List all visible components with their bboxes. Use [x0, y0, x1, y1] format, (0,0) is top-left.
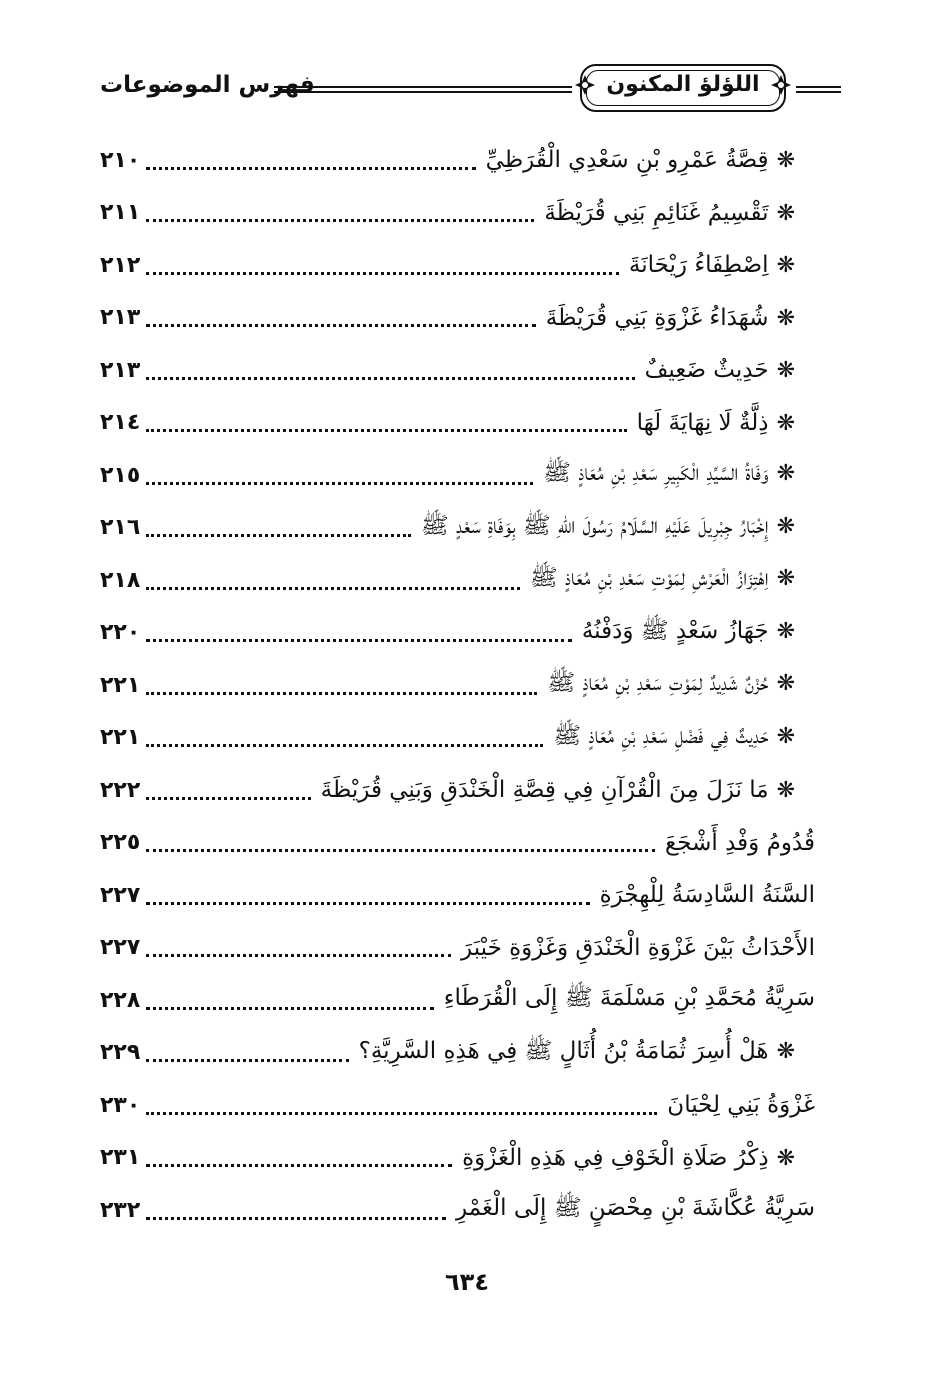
toc-entry-text: سَرِيَّةُ عُكَّاشَةَ بْنِ مِحْصَنٍ ﷺ إِلَى الْغَمْرِ	[456, 1195, 815, 1222]
asterisk-bullet-icon: ❋	[776, 1038, 795, 1064]
dot-leader	[146, 902, 589, 905]
toc-entry-text: إِخْبَارُ جِبْرِيلَ عَلَيْهِ السَّلَامُ رَسُولَ اللهِ ﷺ بِوَفَاةِ سَعْدٍ ﷺ	[420, 512, 769, 539]
toc-entry-text: تَقْسِيمُ غَنَائِمِ بَنِي قُرَيْظَةَ	[544, 199, 769, 226]
toc-entry	[100, 1132, 825, 1185]
toc-entry-title	[546, 305, 825, 331]
dot-leader	[146, 534, 411, 537]
asterisk-bullet-icon: ❋	[776, 513, 795, 539]
toc-entry-text: ذِكْرُ صَلَاةِ الْخَوْفِ فِي هَذِهِ الْغَزْوَةِ	[462, 1144, 769, 1171]
toc-entry-text: حَدِيثٌ فِي فَضْلِ سَعْدِ بْنِ مُعَاذٍ ﷺ	[553, 722, 769, 749]
page-number: ٦٣٤	[445, 1268, 489, 1296]
toc-entry-text: السَّنَةُ السَّادِسَةُ لِلْهِجْرَةِ	[599, 882, 815, 909]
toc-entry	[100, 659, 825, 712]
asterisk-bullet-icon: ❋	[776, 253, 795, 279]
section-title: فهرس الموضوعات	[100, 72, 315, 98]
toc-entry-title	[547, 668, 825, 702]
toc-entry	[100, 1027, 825, 1080]
toc-entry	[100, 922, 825, 975]
toc-entry-text: هَلْ أُسِرَ ثُمَامَةُ بْنُ أُثَالٍ ﷺ فِي هَذِهِ السَّرِيَّةِ؟	[358, 1037, 769, 1064]
toc-page-number: ٢٢٢	[100, 777, 141, 803]
dot-leader	[146, 954, 451, 957]
running-header	[96, 62, 841, 116]
toc-page-number: ٢٢٧	[100, 882, 141, 908]
toc-page-number: ٢٣١	[100, 1145, 141, 1171]
toc-entry-text: اِهْتِزَازُ الْعَرْشِ لِمَوْتِ سَعْدِ بْنِ مُعَاذٍ ﷺ	[529, 565, 769, 592]
dot-leader	[146, 849, 655, 852]
toc-entry	[100, 554, 825, 607]
toc-entry-title	[321, 777, 825, 803]
dot-leader	[146, 429, 626, 432]
asterisk-bullet-icon: ❋	[776, 723, 795, 749]
toc-entry-title	[543, 458, 825, 492]
toc-entry	[100, 397, 825, 450]
toc-entry-text: غَزْوَةُ بَنِي لِحْيَانَ	[667, 1092, 815, 1119]
toc-entry-text: جَهَازُ سَعْدٍ ﷺ وَدَفْنُهُ	[581, 617, 769, 644]
toc-entry-title	[421, 511, 825, 545]
asterisk-bullet-icon: ❋	[776, 305, 795, 331]
asterisk-bullet-icon: ❋	[776, 148, 795, 174]
toc-entry-title	[637, 410, 825, 436]
toc-entry-text: قُدُومُ وَفْدِ أَشْجَعَ	[665, 829, 815, 856]
header-double-rule-right	[796, 86, 841, 93]
toc-entry-title	[582, 616, 825, 650]
toc-page-number: ٢٢١	[100, 672, 141, 698]
toc-entry-title	[553, 721, 825, 755]
dot-leader	[146, 324, 536, 327]
toc-entry-text: وَفَاةُ السَّيِّدِ الْكَبِيرِ سَعْدِ بْنِ مُعَاذٍ ﷺ	[543, 460, 769, 487]
toc-page-number: ٢١٠	[100, 147, 141, 173]
toc-entry-text: شُهَدَاءُ غَزْوَةِ بَنِي قُرَيْظَةَ	[545, 304, 769, 331]
dot-leader	[146, 219, 534, 222]
header-double-rule-left	[274, 86, 572, 93]
toc-entry	[100, 344, 825, 397]
toc-entry-text: سَرِيَّةُ مُحَمَّدِ بْنِ مَسْلَمَةَ ﷺ إِلَى الْقُرَطَاءِ	[443, 985, 815, 1012]
toc-page-number: ٢٢١	[100, 725, 141, 751]
dot-leader	[146, 692, 537, 695]
toc-page-number: ٢١٦	[100, 515, 141, 541]
toc-page-number: ٢١٤	[100, 410, 141, 436]
dot-leader	[146, 1112, 657, 1115]
toc-entry-title	[456, 1193, 825, 1227]
toc-page-number: ٢٢٥	[100, 830, 141, 856]
table-of-contents	[100, 134, 825, 1237]
toc-entry-title	[444, 983, 825, 1017]
toc-entry-text: ذِلَّةٌ لَا نِهَايَةَ لَهَا	[636, 409, 769, 436]
toc-entry	[100, 974, 825, 1027]
toc-entry-title	[667, 1092, 825, 1118]
dot-leader	[146, 587, 520, 590]
toc-entry-title	[544, 200, 825, 226]
toc-entry-text: الأَحْدَاثُ بَيْنَ غَزْوَةِ الْخَنْدَقِ وَغَزْوَةِ خَيْبَرَ	[461, 934, 815, 961]
toc-page-number: ٢٣٠	[100, 1092, 141, 1118]
book-title: اللؤلؤ المكنون	[606, 72, 760, 97]
asterisk-bullet-icon: ❋	[776, 671, 795, 697]
dot-leader	[146, 639, 572, 642]
asterisk-bullet-icon: ❋	[776, 618, 795, 644]
dot-leader	[146, 1007, 433, 1010]
dot-leader	[146, 1217, 446, 1220]
toc-entry	[100, 1184, 825, 1237]
dot-leader	[146, 1059, 348, 1062]
toc-page-number: ٢١٣	[100, 305, 141, 331]
toc-entry	[100, 764, 825, 817]
toc-entry-title	[530, 563, 825, 597]
asterisk-bullet-icon: ❋	[776, 410, 795, 436]
toc-entry	[100, 292, 825, 345]
dot-leader	[146, 797, 310, 800]
asterisk-bullet-icon: ❋	[776, 1145, 795, 1171]
asterisk-bullet-icon: ❋	[776, 200, 795, 226]
dot-leader	[146, 272, 619, 275]
asterisk-bullet-icon: ❋	[776, 358, 795, 384]
dot-leader	[146, 377, 634, 380]
toc-page-number: ٢١٢	[100, 252, 141, 278]
dot-leader	[146, 167, 475, 170]
toc-page-number: ٢٣٢	[100, 1197, 141, 1223]
toc-entry-title	[645, 357, 825, 383]
toc-entry	[100, 1079, 825, 1132]
toc-entry-text: مَا نَزَلَ مِنَ الْقُرْآنِ فِي قِصَّةِ الْخَنْدَقِ وَبَنِي قُرَيْظَةَ	[320, 777, 769, 804]
toc-entry	[100, 449, 825, 502]
toc-entry-title	[359, 1036, 825, 1070]
toc-entry-title	[665, 830, 825, 856]
toc-entry	[100, 869, 825, 922]
dot-leader	[146, 744, 543, 747]
asterisk-bullet-icon: ❋	[776, 778, 795, 804]
toc-page-number: ٢١٣	[100, 357, 141, 383]
toc-entry-title	[462, 1145, 825, 1171]
toc-entry-text: حُزْنٌ شَدِيدٌ لِمَوْتِ سَعْدِ بْنِ مُعَاذٍ ﷺ	[547, 670, 769, 697]
toc-entry	[100, 239, 825, 292]
toc-entry	[100, 187, 825, 240]
asterisk-bullet-icon: ❋	[776, 566, 795, 592]
toc-entry-title	[600, 882, 825, 908]
toc-entry	[100, 134, 825, 187]
toc-entry	[100, 712, 825, 765]
toc-page-number: ٢١٥	[100, 462, 141, 488]
toc-entry-title	[486, 147, 825, 173]
toc-page-number: ٢١١	[100, 200, 141, 226]
toc-page-number: ٢٢٩	[100, 1040, 141, 1066]
toc-page-number: ٢٢٨	[100, 987, 141, 1013]
toc-page-number: ٢٢٠	[100, 620, 141, 646]
toc-entry-title	[461, 935, 825, 961]
toc-page-number: ٢١٨	[100, 567, 141, 593]
toc-page-number: ٢٢٧	[100, 935, 141, 961]
toc-entry-title	[629, 252, 825, 278]
toc-entry-text: حَدِيثٌ ضَعِيفٌ	[644, 357, 769, 384]
dot-leader	[146, 482, 533, 485]
toc-entry	[100, 817, 825, 870]
asterisk-bullet-icon: ❋	[776, 461, 795, 487]
dot-leader	[146, 1164, 452, 1167]
toc-entry-text: اِصْطِفَاءُ رَيْحَانَةَ	[628, 252, 769, 279]
toc-entry	[100, 502, 825, 555]
toc-entry	[100, 607, 825, 660]
toc-entry-text: قِصَّةُ عَمْرِو بْنِ سَعْدِي الْقُرَظِيِّ	[485, 147, 769, 174]
